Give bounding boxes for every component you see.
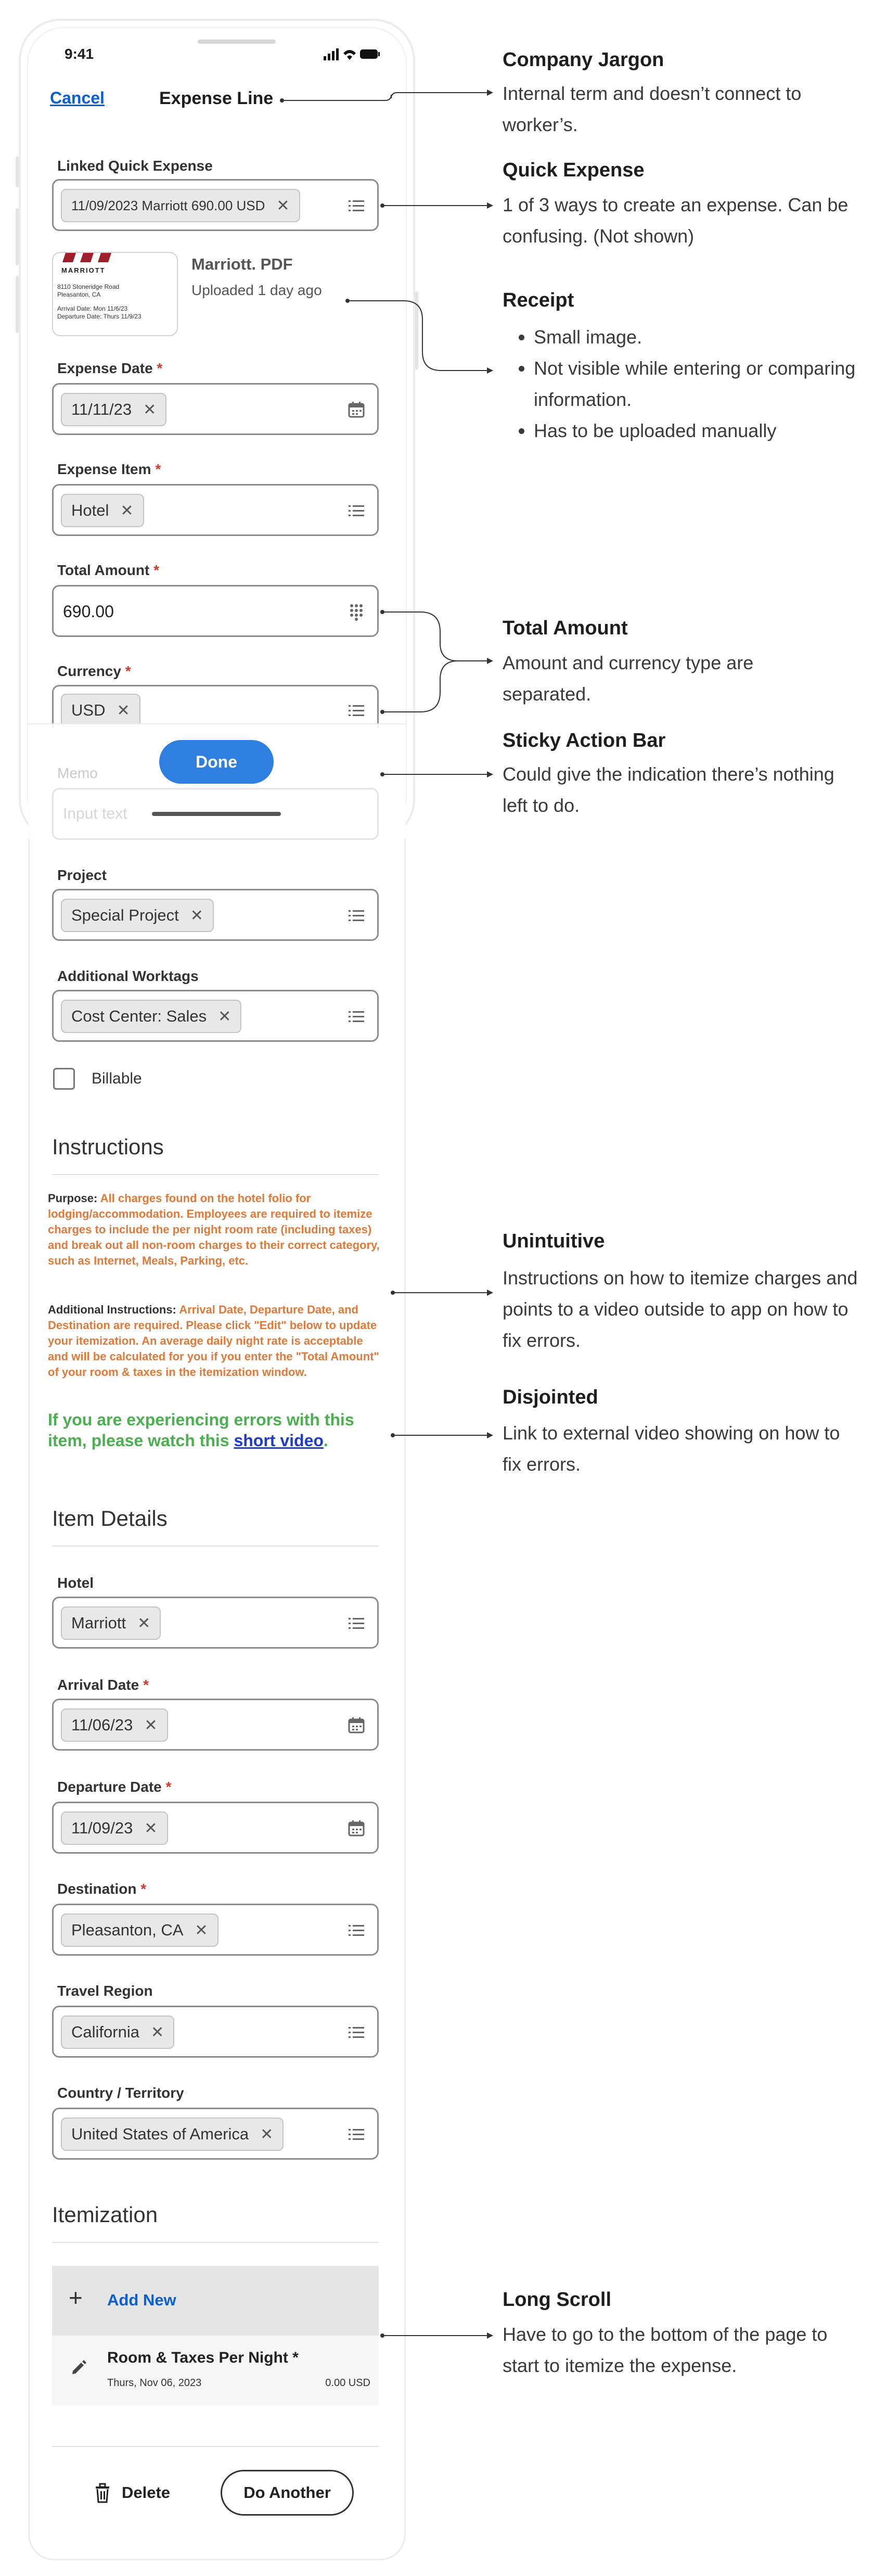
close-icon[interactable]: ✕ bbox=[144, 1716, 158, 1734]
annotation-company-jargon-text: Internal term and doesn’t connect to worker’s. bbox=[503, 83, 802, 135]
annotation-receipt-bullet: • Has to be uploaded manually bbox=[534, 415, 856, 447]
annotation-disjointed-title: Disjointed bbox=[503, 1386, 598, 1408]
annotation-receipt-title: Receipt bbox=[503, 289, 574, 311]
annotation-quick-expense-title: Quick Expense bbox=[503, 159, 645, 181]
itemization-title: Itemization bbox=[52, 2202, 158, 2227]
travel-region-label: Travel Region bbox=[57, 1983, 153, 1999]
additional-worktags-label: Additional Worktags bbox=[57, 968, 199, 984]
add-new-label: Add New bbox=[107, 2291, 176, 2309]
annotation-quick-expense-text: 1 of 3 ways to create an expense. Can be confusing. (Not shown) bbox=[503, 194, 849, 247]
destination-label: Destination * bbox=[57, 1881, 147, 1897]
expense-date-label: Expense Date * bbox=[57, 360, 163, 376]
billable-label: Billable bbox=[92, 1070, 142, 1087]
departure-date-label: Departure Date * bbox=[57, 1779, 172, 1795]
close-icon[interactable]: ✕ bbox=[143, 401, 157, 418]
hotel-chip: Marriott ✕ bbox=[61, 1606, 161, 1640]
arrival-date-chip: 11/06/23 ✕ bbox=[61, 1708, 168, 1742]
close-icon[interactable]: ✕ bbox=[117, 702, 130, 719]
cancel-button[interactable]: Cancel bbox=[50, 88, 105, 107]
page-title: Expense Line bbox=[159, 88, 274, 108]
short-video-link[interactable]: short video bbox=[234, 1431, 324, 1450]
memo-placeholder: Input text bbox=[63, 805, 127, 822]
receipt-line: 8110 Stoneridge Road bbox=[57, 283, 120, 290]
receipt-line: Arrival Date: Mon 11/6/23 bbox=[57, 305, 128, 312]
status-time: 9:41 bbox=[65, 46, 94, 62]
project-label: Project bbox=[57, 867, 107, 883]
close-icon[interactable]: ✕ bbox=[218, 1008, 232, 1025]
total-amount-value: 690.00 bbox=[63, 602, 114, 621]
error-help-text: If you are experiencing errors with this item, please watch this short video. bbox=[48, 1410, 354, 1450]
close-icon[interactable]: ✕ bbox=[137, 1614, 151, 1632]
annotation-unintuitive-text: Instructions on how to itemize charges and points to a video outside to app on how to fix errors. bbox=[503, 1267, 858, 1351]
close-icon[interactable]: ✕ bbox=[150, 2023, 164, 2041]
memo-label: Memo bbox=[57, 765, 98, 781]
expense-item-label: Expense Item * bbox=[57, 461, 161, 477]
close-icon[interactable]: ✕ bbox=[195, 1921, 208, 1939]
country-chip: United States of America ✕ bbox=[61, 2118, 284, 2151]
delete-button[interactable]: Delete bbox=[94, 2477, 170, 2508]
annotation-sticky-bar-title: Sticky Action Bar bbox=[503, 730, 666, 751]
close-icon[interactable]: ✕ bbox=[276, 197, 290, 214]
do-another-button[interactable]: Do Another bbox=[221, 2470, 354, 2516]
chip-text: 11/09/2023 Marriott 690.00 USD bbox=[71, 197, 265, 213]
departure-date-chip: 11/09/23 ✕ bbox=[61, 1812, 168, 1845]
done-button[interactable]: Done bbox=[159, 740, 274, 784]
close-icon[interactable]: ✕ bbox=[190, 907, 203, 924]
hotel-label: Hotel bbox=[57, 1575, 94, 1591]
expense-date-chip: 11/11/23 ✕ bbox=[61, 393, 166, 426]
annotation-disjointed-text: Link to external video showing on how to fix errors. bbox=[503, 1422, 840, 1475]
itemization-line-date: Thurs, Nov 06, 2023 bbox=[107, 2377, 202, 2389]
project-chip: Special Project ✕ bbox=[61, 899, 214, 932]
expense-item-chip: Hotel ✕ bbox=[61, 494, 144, 527]
receipt-brand: MARRIOTT bbox=[61, 266, 106, 274]
annotation-receipt-bullet: • Small image. bbox=[534, 322, 856, 353]
country-label: Country / Territory bbox=[57, 2085, 184, 2101]
arrival-date-label: Arrival Date * bbox=[57, 1677, 149, 1693]
annotation-total-amount-title: Total Amount bbox=[503, 617, 628, 639]
annotation-total-amount-text: Amount and currency type are separated. bbox=[503, 652, 754, 705]
additional-instructions-text: Additional Instructions: Arrival Date, Departure Date, and Destination are required. Please click "Edit" below to update your itemization. An average daily night rate is acceptable and will be calculated for you if you enter the "Total Amount" of your room & taxes in the itemization window. bbox=[48, 1303, 379, 1379]
item-details-title: Item Details bbox=[52, 1506, 168, 1531]
receipt-line: Pleasanton, CA bbox=[57, 291, 101, 298]
receipt-uploaded-text: Uploaded 1 day ago bbox=[191, 282, 322, 298]
close-icon[interactable]: ✕ bbox=[120, 502, 134, 519]
receipt-line: Departure Date: Thurs 11/9/23 bbox=[57, 313, 142, 320]
currency-label: Currency * bbox=[57, 663, 131, 679]
close-icon[interactable]: ✕ bbox=[144, 1819, 158, 1837]
travel-region-chip: California ✕ bbox=[61, 2016, 174, 2049]
annotation-company-jargon-title: Company Jargon bbox=[503, 49, 664, 71]
annotation-receipt-list bbox=[503, 322, 856, 447]
plus-icon: + bbox=[69, 2284, 83, 2311]
annotation-sticky-bar-text: Could give the indication there’s nothing left to do. bbox=[503, 763, 834, 816]
annotation-long-scroll-text: Have to go to the bottom of the page to start to itemize the expense. bbox=[503, 2324, 828, 2376]
instructions-title: Instructions bbox=[52, 1134, 164, 1159]
currency-chip: USD ✕ bbox=[61, 694, 140, 727]
itemization-line-title: Room & Taxes Per Night * bbox=[107, 2349, 299, 2366]
annotation-receipt-bullet: • Not visible while entering or comparing information. bbox=[534, 353, 856, 415]
receipt-file-name[interactable]: Marriott. PDF bbox=[191, 255, 293, 273]
annotation-long-scroll-title: Long Scroll bbox=[503, 2289, 611, 2311]
purpose-text: Purpose: All charges found on the hotel folio for lodging/accommodation. Employees are required to itemize charges to include the per night room rate (including taxes) and break out all non-room charges to their correct category, such as Internet, Meals, Parking, etc. bbox=[48, 1192, 380, 1267]
itemization-line-amount: 0.00 USD bbox=[325, 2377, 370, 2389]
worktag-chip: Cost Center: Sales ✕ bbox=[61, 1000, 241, 1033]
close-icon[interactable]: ✕ bbox=[260, 2125, 274, 2143]
annotation-unintuitive-title: Unintuitive bbox=[503, 1230, 605, 1252]
linked-quick-expense-label: Linked Quick Expense bbox=[57, 158, 213, 174]
total-amount-label: Total Amount * bbox=[57, 562, 159, 578]
destination-chip: Pleasanton, CA ✕ bbox=[61, 1914, 219, 1947]
